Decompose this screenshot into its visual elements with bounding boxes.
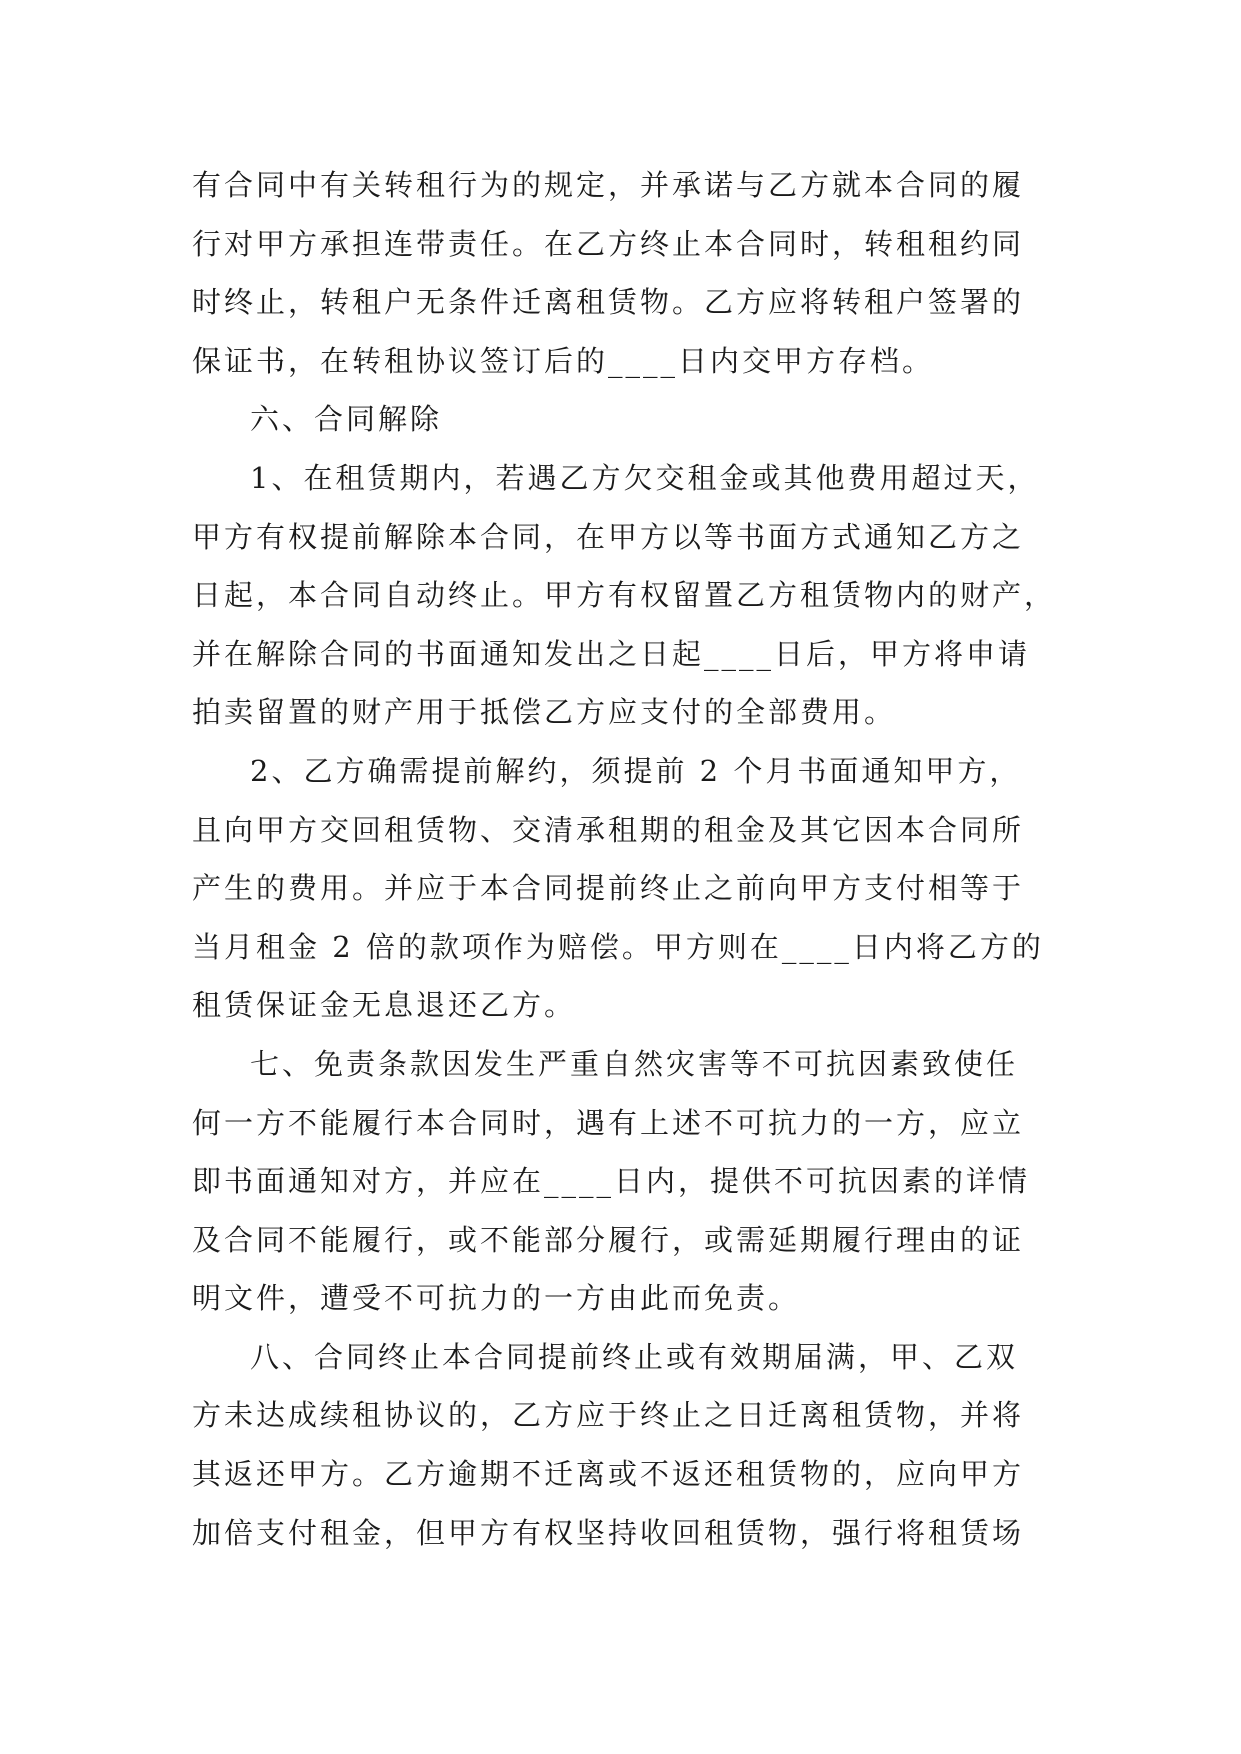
paragraph-clause-2 [192, 742, 1052, 1035]
text-line: 六、合同解除 [250, 402, 443, 437]
document-body [192, 156, 1057, 1562]
paragraph-contract-end [192, 1328, 1052, 1562]
text-line: 加倍支付租金，但甲方有权坚持收回租赁物，强行将租赁场 [192, 1515, 1025, 1550]
text-line: 有合同中有关转租行为的规定，并承诺与乙方就本合同的履 [192, 168, 1025, 202]
text-line: 拍卖留置的财产用于抵偿乙方应支付的全部费用。 [192, 695, 897, 730]
text-line: 1、在租赁期内，若遇乙方欠交租金或其他费用超过天， [250, 460, 1040, 495]
text-line: 何一方不能履行本合同时，遇有上述不可抗力的一方，应立 [192, 1105, 1025, 1140]
text-line: 八、合同终止本合同提前终止或有效期届满，甲、乙双 [250, 1339, 1019, 1374]
text-line: 方未达成续租协议的，乙方应于终止之日迁离租赁物，并将 [192, 1398, 1025, 1433]
paragraph-force-majeure [192, 1035, 1052, 1328]
text-line: 保证书，在转租协议签订后的____日内交甲方存档。 [192, 343, 935, 378]
text-line: 即书面通知对方，并应在____日内，提供不可抗因素的详情 [192, 1164, 1031, 1199]
text-line: 明文件，遭受不可抗力的一方由此而免责。 [192, 1281, 801, 1316]
text-line: 日起，本合同自动终止。甲方有权留置乙方租赁物内的财产， [192, 578, 1057, 613]
text-line: 甲方有权提前解除本合同，在甲方以等书面方式通知乙方之 [192, 519, 1025, 554]
text-line: 七、免责条款因发生严重自然灾害等不可抗因素致使任 [250, 1046, 1019, 1081]
text-line: 2、乙方确需提前解约，须提前 2 个月书面通知甲方， [250, 753, 1022, 788]
text-line: 行对甲方承担连带责任。在乙方终止本合同时，转租租约同 [192, 226, 1025, 261]
paragraph-sublease-continued [192, 156, 1052, 390]
paragraph-clause-1 [192, 449, 1057, 742]
text-line: 产生的费用。并应于本合同提前终止之前向甲方支付相等于 [192, 871, 1025, 906]
text-line: 及合同不能履行，或不能部分履行，或需延期履行理由的证 [192, 1222, 1025, 1257]
text-line: 租赁保证金无息退还乙方。 [192, 988, 577, 1023]
section-heading-termination [192, 390, 1052, 449]
text-line: 当月租金 2 倍的款项作为赔偿。甲方则在____日内将乙方的 [192, 929, 1044, 964]
text-line: 并在解除合同的书面通知发出之日起____日后，甲方将申请 [192, 636, 1031, 671]
text-line: 时终止，转租户无条件迁离租赁物。乙方应将转租户签署的 [192, 285, 1025, 320]
text-line: 且向甲方交回租赁物、交清承租期的租金及其它因本合同所 [192, 812, 1025, 847]
text-line: 其返还甲方。乙方逾期不迁离或不返还租赁物的，应向甲方 [192, 1457, 1025, 1492]
